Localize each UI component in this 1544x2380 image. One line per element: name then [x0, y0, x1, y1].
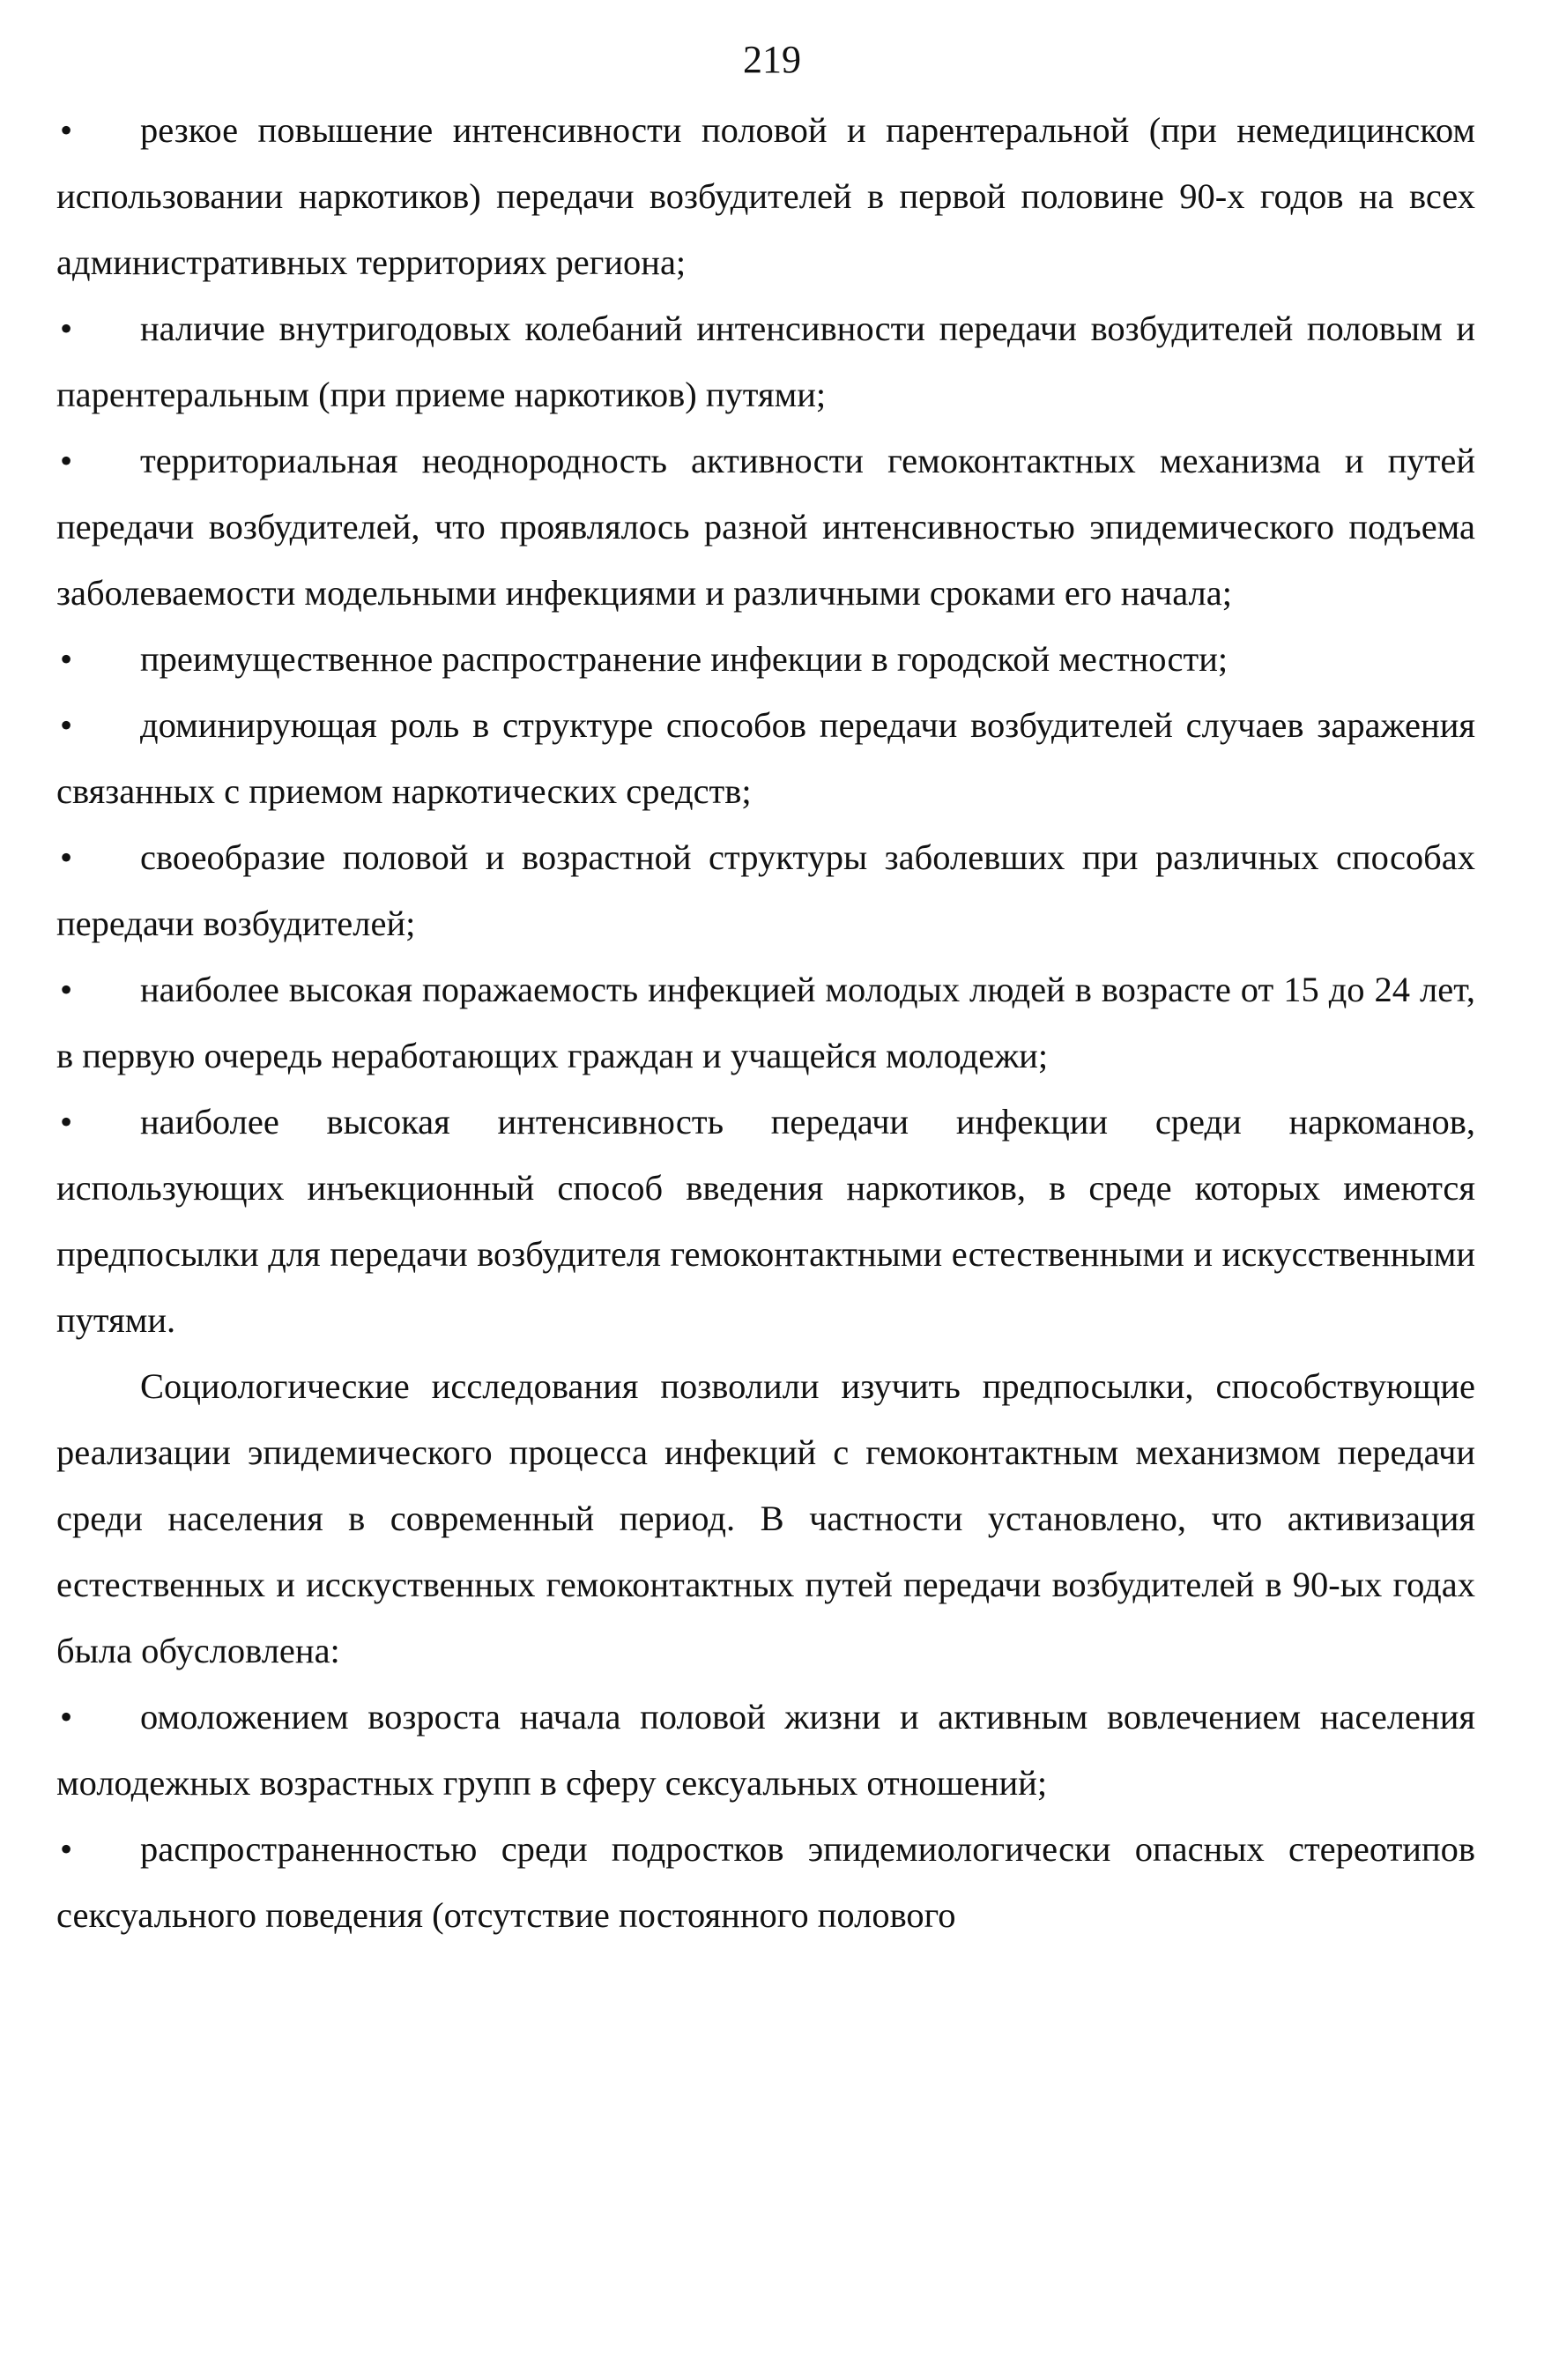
- list-item: • территориальная неоднородность активности гемоконтактных механизма и путей передачи возбудителей, что проявлялось разной интенсивностью эпидемического подъема заболеваемости модельными инфекциями и различными сроками его начала;: [56, 428, 1475, 626]
- bullet-icon: •: [60, 639, 73, 679]
- bullet-icon: •: [60, 1697, 73, 1737]
- bullet-icon: •: [60, 441, 73, 480]
- list-item: • наличие внутригодовых колебаний интенсивности передачи возбудителей половым и парентеральным (при приеме наркотиков) путями;: [56, 295, 1475, 428]
- list-item: • резкое повышение интенсивности половой и парентеральной (при немедицинском использовании наркотиков) передачи возбудителей в первой половине 90-х годов на всех административных территориях региона;: [56, 97, 1475, 295]
- bullet-icon: •: [60, 309, 73, 348]
- list-item: • распространенностью среди подростков эпидемиологически опасных стереотипов сексуального поведения (отсутствие постоянного полового: [56, 1816, 1475, 1948]
- bullet-icon: •: [60, 970, 73, 1009]
- bullet-icon: •: [60, 837, 73, 877]
- list-item: • наиболее высокая поражаемость инфекцией молодых людей в возрасте от 15 до 24 лет, в первую очередь неработающих граждан и учащейся молодежи;: [56, 956, 1475, 1089]
- list-item: • преимущественное распространение инфекции в городской местности;: [56, 626, 1475, 692]
- bullet-icon: •: [60, 1829, 73, 1869]
- bullet-icon: •: [60, 1102, 73, 1142]
- list-item: • доминирующая роль в структуре способов передачи возбудителей случаев заражения связанных с приемом наркотических средств;: [56, 692, 1475, 824]
- body-paragraph: Социологические исследования позволили изучить предпосылки, способствующие реализации эпидемического процесса инфекций с гемоконтактным механизмом передачи среди населения в современный период. В частности установлено, что активизация естественных и исскуственных гемоконтактных путей передачи возбудителей в 90-ых годах была обусловлена:: [56, 1366, 1475, 1670]
- list-item: • омоложением возроста начала половой жизни и активным вовлечением населения молодежных возрастных групп в сферу сексуальных отношений;: [56, 1684, 1475, 1816]
- bullet-icon: •: [60, 705, 73, 745]
- list-item: • своеобразие половой и возрастной структуры заболевших при различных способах передачи возбудителей;: [56, 824, 1475, 956]
- list-item: • наиболее высокая интенсивность передачи инфекции среди наркоманов, использующих инъекционный способ введения наркотиков, в среде которых имеются предпосылки для передачи возбудителя гемоконтактными естественными и искусственными путями.: [56, 1089, 1475, 1353]
- page-number: 219: [743, 38, 801, 81]
- page-content: [56, 97, 1475, 1948]
- bullet-icon: •: [60, 110, 73, 150]
